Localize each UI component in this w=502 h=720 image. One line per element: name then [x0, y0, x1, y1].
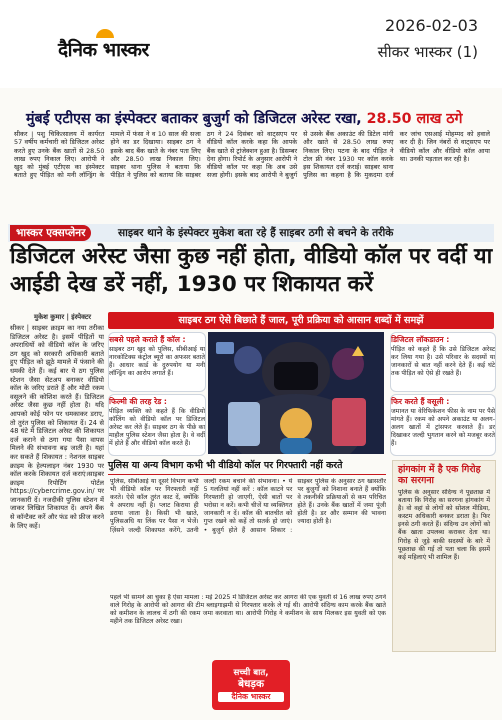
story1-headline	[26, 109, 486, 128]
page-header	[0, 0, 502, 72]
victim-figure-body	[280, 438, 312, 454]
edition-name: सीकर भास्कर (1)	[377, 43, 478, 61]
sidebar-hongkong	[392, 460, 496, 652]
box-extortion-text: जमानत या वेरिफिकेशन फीस के नाम पर पैसे मांगते हैं। रकम को अपने अकाउंट या अलग-अलग खातों में ट्रांसफर करवाते हैं। डर दिखाकर जल्दी भुगतान करने को मजबूर करते हैं।	[391, 408, 495, 447]
explainer-banner: साइबर ठग ऐसे बिछाते हैं जाल, पूरी प्रक्रिया को आसान शब्दों में समझें	[108, 312, 494, 329]
kicker-label: भास्कर एक्सप्लेनर	[10, 225, 91, 241]
lock-icon	[216, 342, 234, 354]
phone-left	[228, 402, 260, 446]
explainer-graphic	[108, 332, 494, 454]
sidebar-hongkong-text: पुलिस के अनुसार संदिग्ध ने पूछताछ में बताया कि गिरोह का सरगना हांगकांग में है। वो वहां से लोगों को सोशल मीडिया, कस्टम अधिकारी बनकर डराता है। फिर इनसे ठगी करते हैं। संदिग्ध उन लोगों को बैंक खाता उपलब्ध कराकर देता था। गिरोह से जुड़े बाकी सदस्यों के बारे में पूछताछ की गई तो पता चला कि इसमें कई महिलाएं भी शामिल हैं।	[398, 489, 490, 561]
phone-right	[332, 398, 366, 446]
section-headline: पुलिस या अन्य विभाग कभी भी वीडियो कॉल पर गिरफ्तारी नहीं करते	[108, 458, 386, 475]
box-first-call-head: सबसे पहले कराते हैं कॉल :	[109, 335, 186, 344]
hooded-face-shadow	[274, 362, 318, 390]
box-extortion-head: फिर करते हैं वसूली :	[391, 397, 450, 406]
victim-figure-head	[280, 408, 312, 440]
box-first-call-text: साइबर ठग खुद को पुलिस, सीबीआई या नारकोटिक्स कंट्रोल ब्यूरो का अफसर बताते हैं। आधार कार्ड के दुरुपयोग या मनी लॉन्ड्रिंग का आरोप लगाते हैं।	[109, 346, 205, 377]
sidebar-hongkong-head: हांगकांग में है एक गिरोह का सरगना	[398, 464, 481, 486]
story1-headline-amount: 28.50 लाख ठगे	[366, 111, 463, 127]
footer-logo	[212, 660, 290, 710]
section-first-case: पहले भी सामने आ चुका है ऐसा मामला : मई 2025 में डिजिटल अरेस्ट कर आगरा की एक युवती से 16 लाख रुपए ठगने वाले गिरोह के आरोपी को आगरा की टीम ब्लाइगाझमी से गिरफ्तार करके ले गई थी। आरोपी संदिग्ध काम करके बैंक खाते को कमीशन के लालच में ठगी की रकम जमा करवाता था। आरोपी गिरोह ने कमीशन के साथ मिलकर इस युवती को एक महीने तक डिजिटल अरेस्ट रखा।	[110, 594, 386, 626]
box-lockdown	[390, 332, 496, 392]
section-body: पुलिस, सीबीआई या दूसरे विभाग कभी भी वीडियो कॉल पर गिरफ्तारी नहीं करते। ऐसे कॉल तुरंत काट दें, क्योंकि ये अपराध नहीं है। प्लाट किराया ही डराया जाता है। किसी भी खाते, पुलिसअधि या लिंक पर पैसा न भेजें। ज़िंसने जल्दी शिकायत करेंगे, उतनी जल्दी रकम बचाने की संभावना। • ये 5 गलतियां नहीं करें : कॉल काटने पर गिरफ्तारी हो जाएगी, ऐसी बातों पर भरोसा न करें। कभी चीजें या व्यक्तिगत जानकारी न दें। कॉल की बातचीत को गुप्त रखने को कहें तो सतर्क हो जाएं। • बुजुर्ग होते हैं आसान शिकार : साइबर पुलिस के अनुसार ठग खासतौर पर बुजुर्गों को निशाना बनाते हैं क्योंकि वे तकनीकी प्रक्रियाओं से कम परिचित होते हैं। उनके बैंक खातों में जमा पूंजी होती है। डर और सम्मान की भावना ज्यादा होती है।	[110, 478, 386, 534]
kicker-text: साइबर थाने के इंस्पेक्टर मुकेश बता रहे हैं साइबर ठगी से बचने के तरीके	[118, 227, 394, 239]
story1-headline-text: मुंबई एटीएस का इंस्पेक्टर बताकर बुजुर्ग को डिजिटल अरेस्ट रखा,	[26, 111, 367, 127]
box-lockdown-text: पीड़ित को कहते हैं कि उसे डिजिटल अरेस्ट कर लिया गया है। उसे परिवार के सदस्यों या जानकारों से बात नहीं करने देते हैं। कई घंटे तक पीड़ित को ऐसे ही रखते हैं।	[391, 346, 495, 377]
box-raid-text: पीड़ित व्यक्ति को कहते हैं कि वीडियो कॉलिंग को वीडियो कॉल पर डिजिटल अरेस्ट कर लेते हैं। साइबर ठग के पीछे का माहौल पुलिस स्टेशन जैसा होता है। वे वर्दी में होते हैं और वीडियो कॉल करते हैं।	[109, 408, 205, 447]
footer-logo-line3: दैनिक भास्कर	[218, 692, 284, 702]
footer-logo-line1: सच्ची बात,	[233, 668, 269, 678]
box-first-call	[108, 332, 206, 392]
footer-logo-line2: बेधड़क	[238, 678, 264, 690]
box-raid	[108, 394, 206, 456]
story1-body: सीकर | पशु चिकित्सालय में कार्यरत 57 वर्षीय कर्मचारी को डिजिटल अरेस्ट करते हुए उनके बैंक खातों से 28.50 लाख रुपए निकाल लिए। आरोपी ने खुद को मुंबई एटीएस का इंस्पेक्टर बताते हुए पीड़ित को मनी लॉन्ड्रिंग के मामले में फंसा ने व 10 साल की सजा होने का डर दिखाया। साइबर ठग ने इसके बाद बैंक खाते के नंबर पता लिए और 28.50 लाख निकाल लिए। साइबर थाना पुलिस ने बताया कि पीड़ित ने पुलिस को बताया कि साइबर ठग ने 24 दिसंबर को वाट्सएप पर वीडियो कॉल करके कहा कि आपके बैंक खाते से ट्रांजेक्शन हुआ है। डिसम्बर देना होगा। रिपोर्ट के अनुसार आरोपी ने वीडियो कॉल पर कहा कि अब उसे सजा होगी। इसके बाद आरोपी ने बुजुर्ग से उसके बैंक अकाउंट की डिटेल मांगी और खाते से 28.50 लाख रुपए निकाल लिए। पटना के बाद पीड़ित ने टोल फ्री नंबर 1930 पर कॉल करके इस शिकायत दर्ज कराई। साइबर थाना पुलिस का कहना है कि मुकदमा दर्ज कर जांच एसआई मोहम्मद को हवाले कर दी है। जिन नंबरों से वाट्सएप पर वीडियो कॉल और वीडियो कॉल आया था। उनकी पड़ताल कर रही है।	[14, 130, 490, 180]
glow-circle-left	[234, 346, 262, 374]
box-extortion	[390, 394, 496, 456]
main-left-column: सीकर | साइबर क्राइम का नया तरीका डिजिटल अरेस्ट है। इसमें पीड़ितों या अपराधियों को वीडियो कॉल के जरिए ठग खुद को सरकारी अधिकारी बताते हुए पीड़ित को झूठे मामले में फंसाने की धमकी देते हैं। कई बार ये ठग पुलिस स्टेशन जैसा सेटअप बनाकर वीडियो कॉल के जरिए डराते हैं और मोटी रकम वसूलने की कोशिश करते हैं। डिजिटल अरेस्ट जैसा कुछ नहीं होता है। यदि आपको कोई फोन पर धमकाकर डराए, तो तुरंत पुलिस को शिकायत दें। 24 से 48 घंटे में डिजिटल अरेस्ट की शिकायत दर्ज कराने से ठगा गया पैसा वापस मिलने की संभावना बढ़ जाती है। यहां कर सकते हैं शिकायत : नेशनल साइबर क्राइम के हेल्पलाइन नंबर 1930 पर कॉल करके शिकायत दर्ज कराएं।साइबर क्राइम रिपोर्टिंग पोर्टल https://cybercrime.gov.in/ पर जानकारी दें। नजदीकी पुलिस स्टेशन में जाकर लिखित शिकायत दें। अपने बैंक से कॉन्टैक्ट करें और फंड को फ्रीज करने के लिए कहें।	[10, 324, 104, 530]
edition-date: 2026-02-03	[385, 16, 478, 35]
hacker-illustration	[208, 332, 384, 454]
box-raid-head: फिल्मी की तरह रेड :	[109, 397, 167, 406]
byline: मुकेश कुमार | इंस्पेक्टर	[34, 313, 92, 321]
main-headline: डिजिटल अरेस्ट जैसा कुछ नहीं होता, वीडियो कॉल पर वर्दी या आईडी देख डरें नहीं, 1930 पर शिकायत करें	[10, 244, 493, 297]
masthead: दैनिक भास्कर	[58, 39, 149, 61]
box-lockdown-head: डिजिटल लॉकडाउन :	[391, 335, 450, 344]
